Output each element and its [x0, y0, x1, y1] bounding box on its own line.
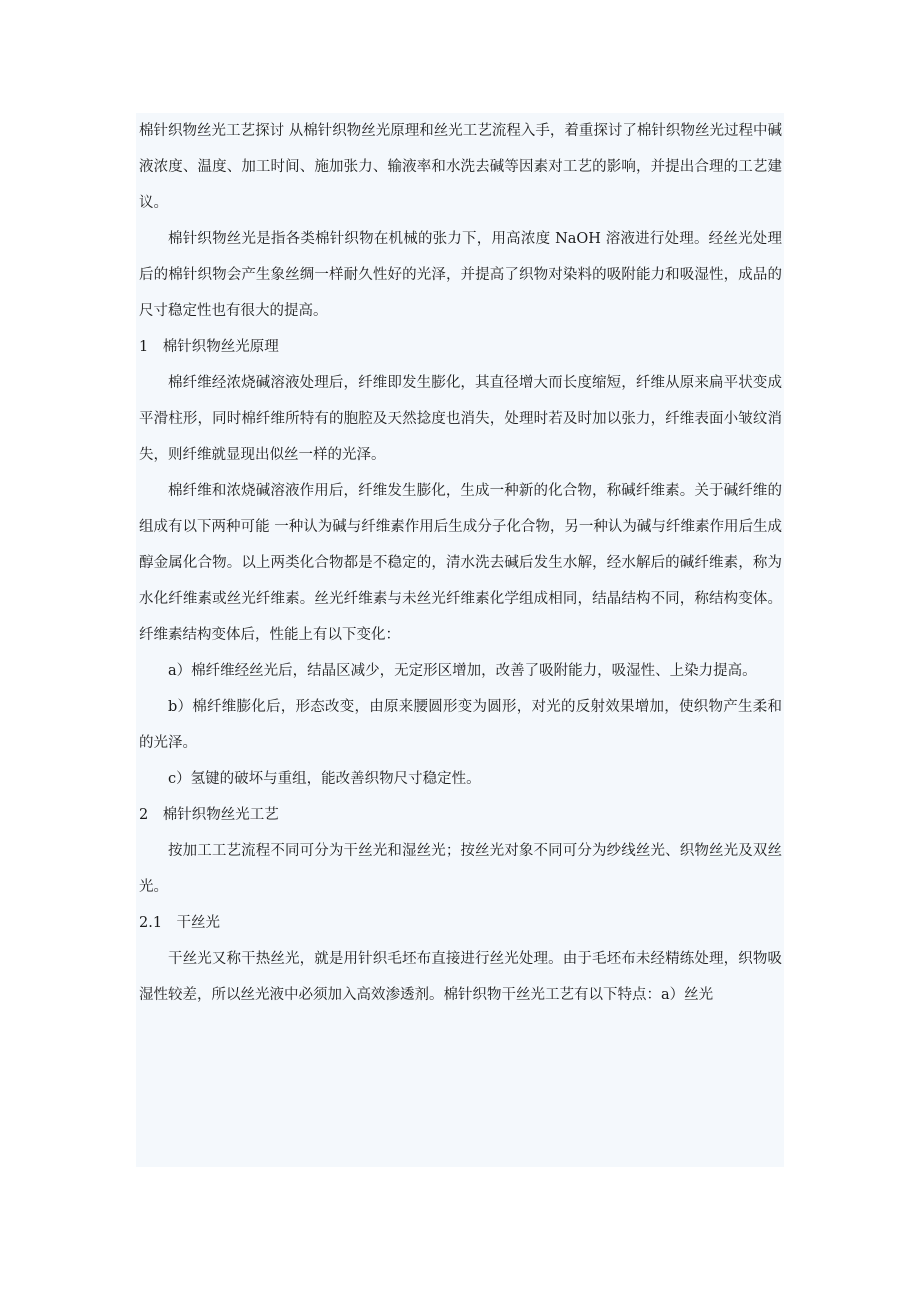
list-item-c: c）氢键的破坏与重组，能改善织物尺寸稳定性。 — [168, 771, 481, 787]
section-heading-2-1: 2.1 干丝光 — [139, 915, 221, 931]
list-item-b: b）棉纤维膨化后，形态改变，由原来腰圆形变为圆形，对光的反射效果增加，使织物产生柔和的光泽。 — [139, 699, 782, 751]
section-heading-1: 1 棉针织物丝光原理 — [139, 339, 279, 355]
paragraph-mercerizing-definition: 棉针织物丝光是指各类棉针织物在机械的张力下，用高浓度 NaOH 溶液进行处理。经丝光处理后的棉针织物会产生象丝绸一样耐久性好的光泽，并提高了织物对染料的吸附能力和吸湿性，成品的尺寸稳定性也有很大的提高。 — [139, 231, 782, 319]
paragraph-dry-mercerizing: 干丝光又称干热丝光，就是用针织毛坯布直接进行丝光处理。由于毛坯布未经精练处理，织物吸湿性较差，所以丝光液中必须加入高效渗透剂。棉针织物干丝光工艺有以下特点：a）丝光 — [139, 951, 782, 1003]
intro-paragraph: 棉针织物丝光工艺探讨 从棉针织物丝光原理和丝光工艺流程入手，着重探讨了棉针织物丝光过程中碱液浓度、温度、加工时间、施加张力、输液率和水洗去碱等因素对工艺的影响，并提出合理的工艺建议。 — [139, 123, 782, 211]
paragraph-alkali-cellulose: 棉纤维和浓烧碱溶液作用后，纤维发生膨化，生成一种新的化合物，称碱纤维素。关于碱纤维的组成有以下两种可能 一种认为碱与纤维素作用后生成分子化合物，另一种认为碱与纤维素作用后生成醇金属化合物。以上两类化合物都是不稳定的，清水洗去碱后发生水解，经水解后的碱纤维素，称为水化纤维素或丝光纤维素。丝光纤维素与未丝光纤维素化学组成相同，结晶结构不同，称结构变体。纤维素结构变体后，性能上有以下变化： — [139, 483, 782, 643]
paragraph-principle-swelling: 棉纤维经浓烧碱溶液处理后，纤维即发生膨化，其直径增大而长度缩短，纤维从原来扁平状变成平滑柱形，同时棉纤维所特有的胞腔及天然捻度也消失，处理时若及时加以张力，纤维表面小皱纹消失，则纤维就显现出似丝一样的光泽。 — [139, 375, 782, 463]
list-item-a: a）棉纤维经丝光后，结晶区减少，无定形区增加，改善了吸附能力，吸湿性、上染力提高。 — [168, 663, 757, 679]
document-body — [136, 113, 784, 1167]
paragraph-process-classification: 按加工工艺流程不同可分为干丝光和湿丝光；按丝光对象不同可分为纱线丝光、织物丝光及双丝光。 — [139, 843, 782, 895]
section-heading-2: 2 棉针织物丝光工艺 — [139, 807, 279, 823]
